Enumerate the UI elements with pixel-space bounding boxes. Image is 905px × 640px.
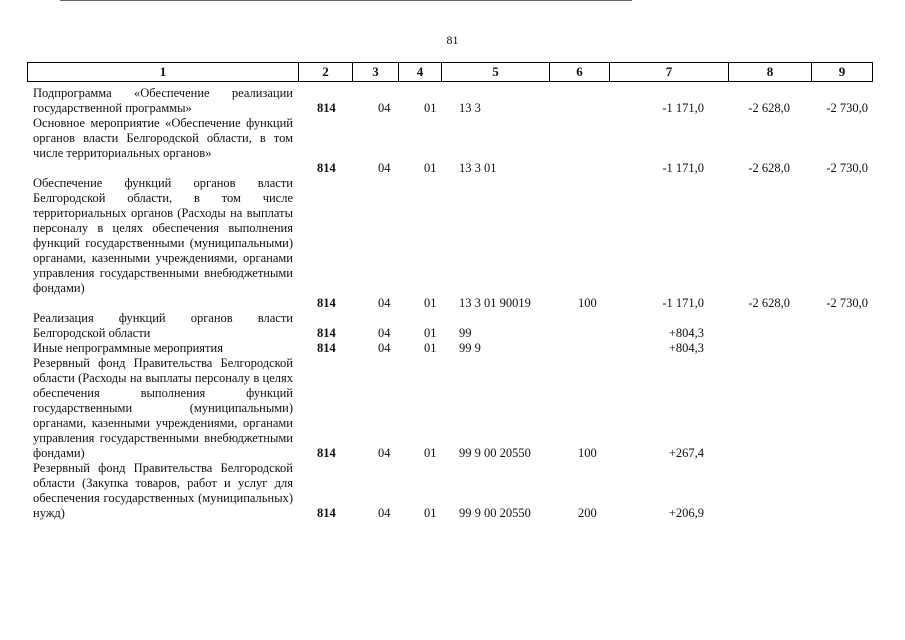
header-col-6: 6 — [550, 63, 610, 81]
cell-col-3: 04 — [378, 101, 391, 115]
cell-col-6: 200 — [578, 506, 597, 520]
cell-col-3: 04 — [378, 161, 391, 175]
cell-col-4: 01 — [424, 506, 437, 520]
cell-col-8: -2 628,0 — [748, 101, 790, 115]
cell-col-9: -2 730,0 — [826, 161, 868, 175]
cell-col-4: 01 — [424, 341, 437, 355]
header-col-5: 5 — [442, 63, 550, 81]
cell-col-7: +804,3 — [668, 341, 704, 355]
cell-col-8: -2 628,0 — [748, 161, 790, 175]
cell-col-7: +206,9 — [668, 506, 704, 520]
cell-col-4: 01 — [424, 101, 437, 115]
cell-col-2: 814 — [317, 326, 336, 340]
cell-col-9: -2 730,0 — [826, 296, 868, 310]
cell-col-3: 04 — [378, 506, 391, 520]
row-description: Реализация функций органов власти Белгородской области — [33, 311, 293, 340]
cell-col-3: 04 — [378, 446, 391, 460]
cell-col-6: 100 — [578, 446, 597, 460]
row-description: Обеспечение функций органов власти Белгородской области, в том числе территориальных органов (Расходы на выплаты персоналу в целях обеспечения выполнения функций государственными (муниципальными) органами, казенными учреждениями, органами управления государственными внебюджетными фондами) — [33, 176, 293, 295]
row-description: Подпрограмма «Обеспечение реализации государственной программы» — [33, 86, 293, 115]
cell-col-4: 01 — [424, 326, 437, 340]
cell-col-2: 814 — [317, 446, 336, 460]
header-col-1: 1 — [28, 63, 299, 81]
top-rule — [60, 0, 632, 1]
cell-col-4: 01 — [424, 296, 437, 310]
cell-col-5: 13 3 — [459, 101, 481, 115]
cell-col-6: 100 — [578, 296, 597, 310]
cell-col-5: 13 3 01 90019 — [459, 296, 531, 310]
header-col-7: 7 — [610, 63, 729, 81]
cell-col-3: 04 — [378, 341, 391, 355]
cell-col-5: 99 9 00 20550 — [459, 506, 531, 520]
header-col-2: 2 — [299, 63, 353, 81]
cell-col-7: +267,4 — [668, 446, 704, 460]
row-description: Резервный фонд Правительства Белгородской области (Закупка товаров, работ и услуг для обеспечения государственных (муниципальных) нужд) — [33, 461, 293, 520]
cell-col-5: 99 9 00 20550 — [459, 446, 531, 460]
page-number: 81 — [446, 33, 459, 47]
cell-col-7: +804,3 — [668, 326, 704, 340]
cell-col-4: 01 — [424, 446, 437, 460]
cell-col-2: 814 — [317, 341, 336, 355]
row-description: Иные непрограммные мероприятия — [33, 341, 223, 355]
header-col-4: 4 — [399, 63, 442, 81]
cell-col-8: -2 628,0 — [748, 296, 790, 310]
cell-col-3: 04 — [378, 296, 391, 310]
cell-col-5: 13 3 01 — [459, 161, 497, 175]
cell-col-2: 814 — [317, 506, 336, 520]
header-col-9: 9 — [838, 64, 846, 79]
cell-col-7: -1 171,0 — [662, 161, 704, 175]
cell-col-9: -2 730,0 — [826, 101, 868, 115]
cell-col-7: -1 171,0 — [662, 296, 704, 310]
header-col-8: 8 — [729, 63, 812, 81]
cell-col-4: 01 — [424, 161, 437, 175]
row-description: Основное мероприятие «Обеспечение функций органов власти Белгородской области, в том числе территориальных органов» — [33, 116, 293, 160]
row-description: Резервный фонд Правительства Белгородской области (Расходы на выплаты персоналу в целях обеспечения выполнения функций государственными (муниципальными) органами, казенными учреждениями, органами управления государственными внебюджетными фондами) — [33, 356, 293, 460]
cell-col-3: 04 — [378, 326, 391, 340]
cell-col-2: 814 — [317, 101, 336, 115]
cell-col-2: 814 — [317, 296, 336, 310]
cell-col-5: 99 9 — [459, 341, 481, 355]
cell-col-2: 814 — [317, 161, 336, 175]
table-header — [27, 62, 873, 82]
cell-col-7: -1 171,0 — [662, 101, 704, 115]
cell-col-5: 99 — [459, 326, 472, 340]
header-col-3: 3 — [353, 63, 399, 81]
